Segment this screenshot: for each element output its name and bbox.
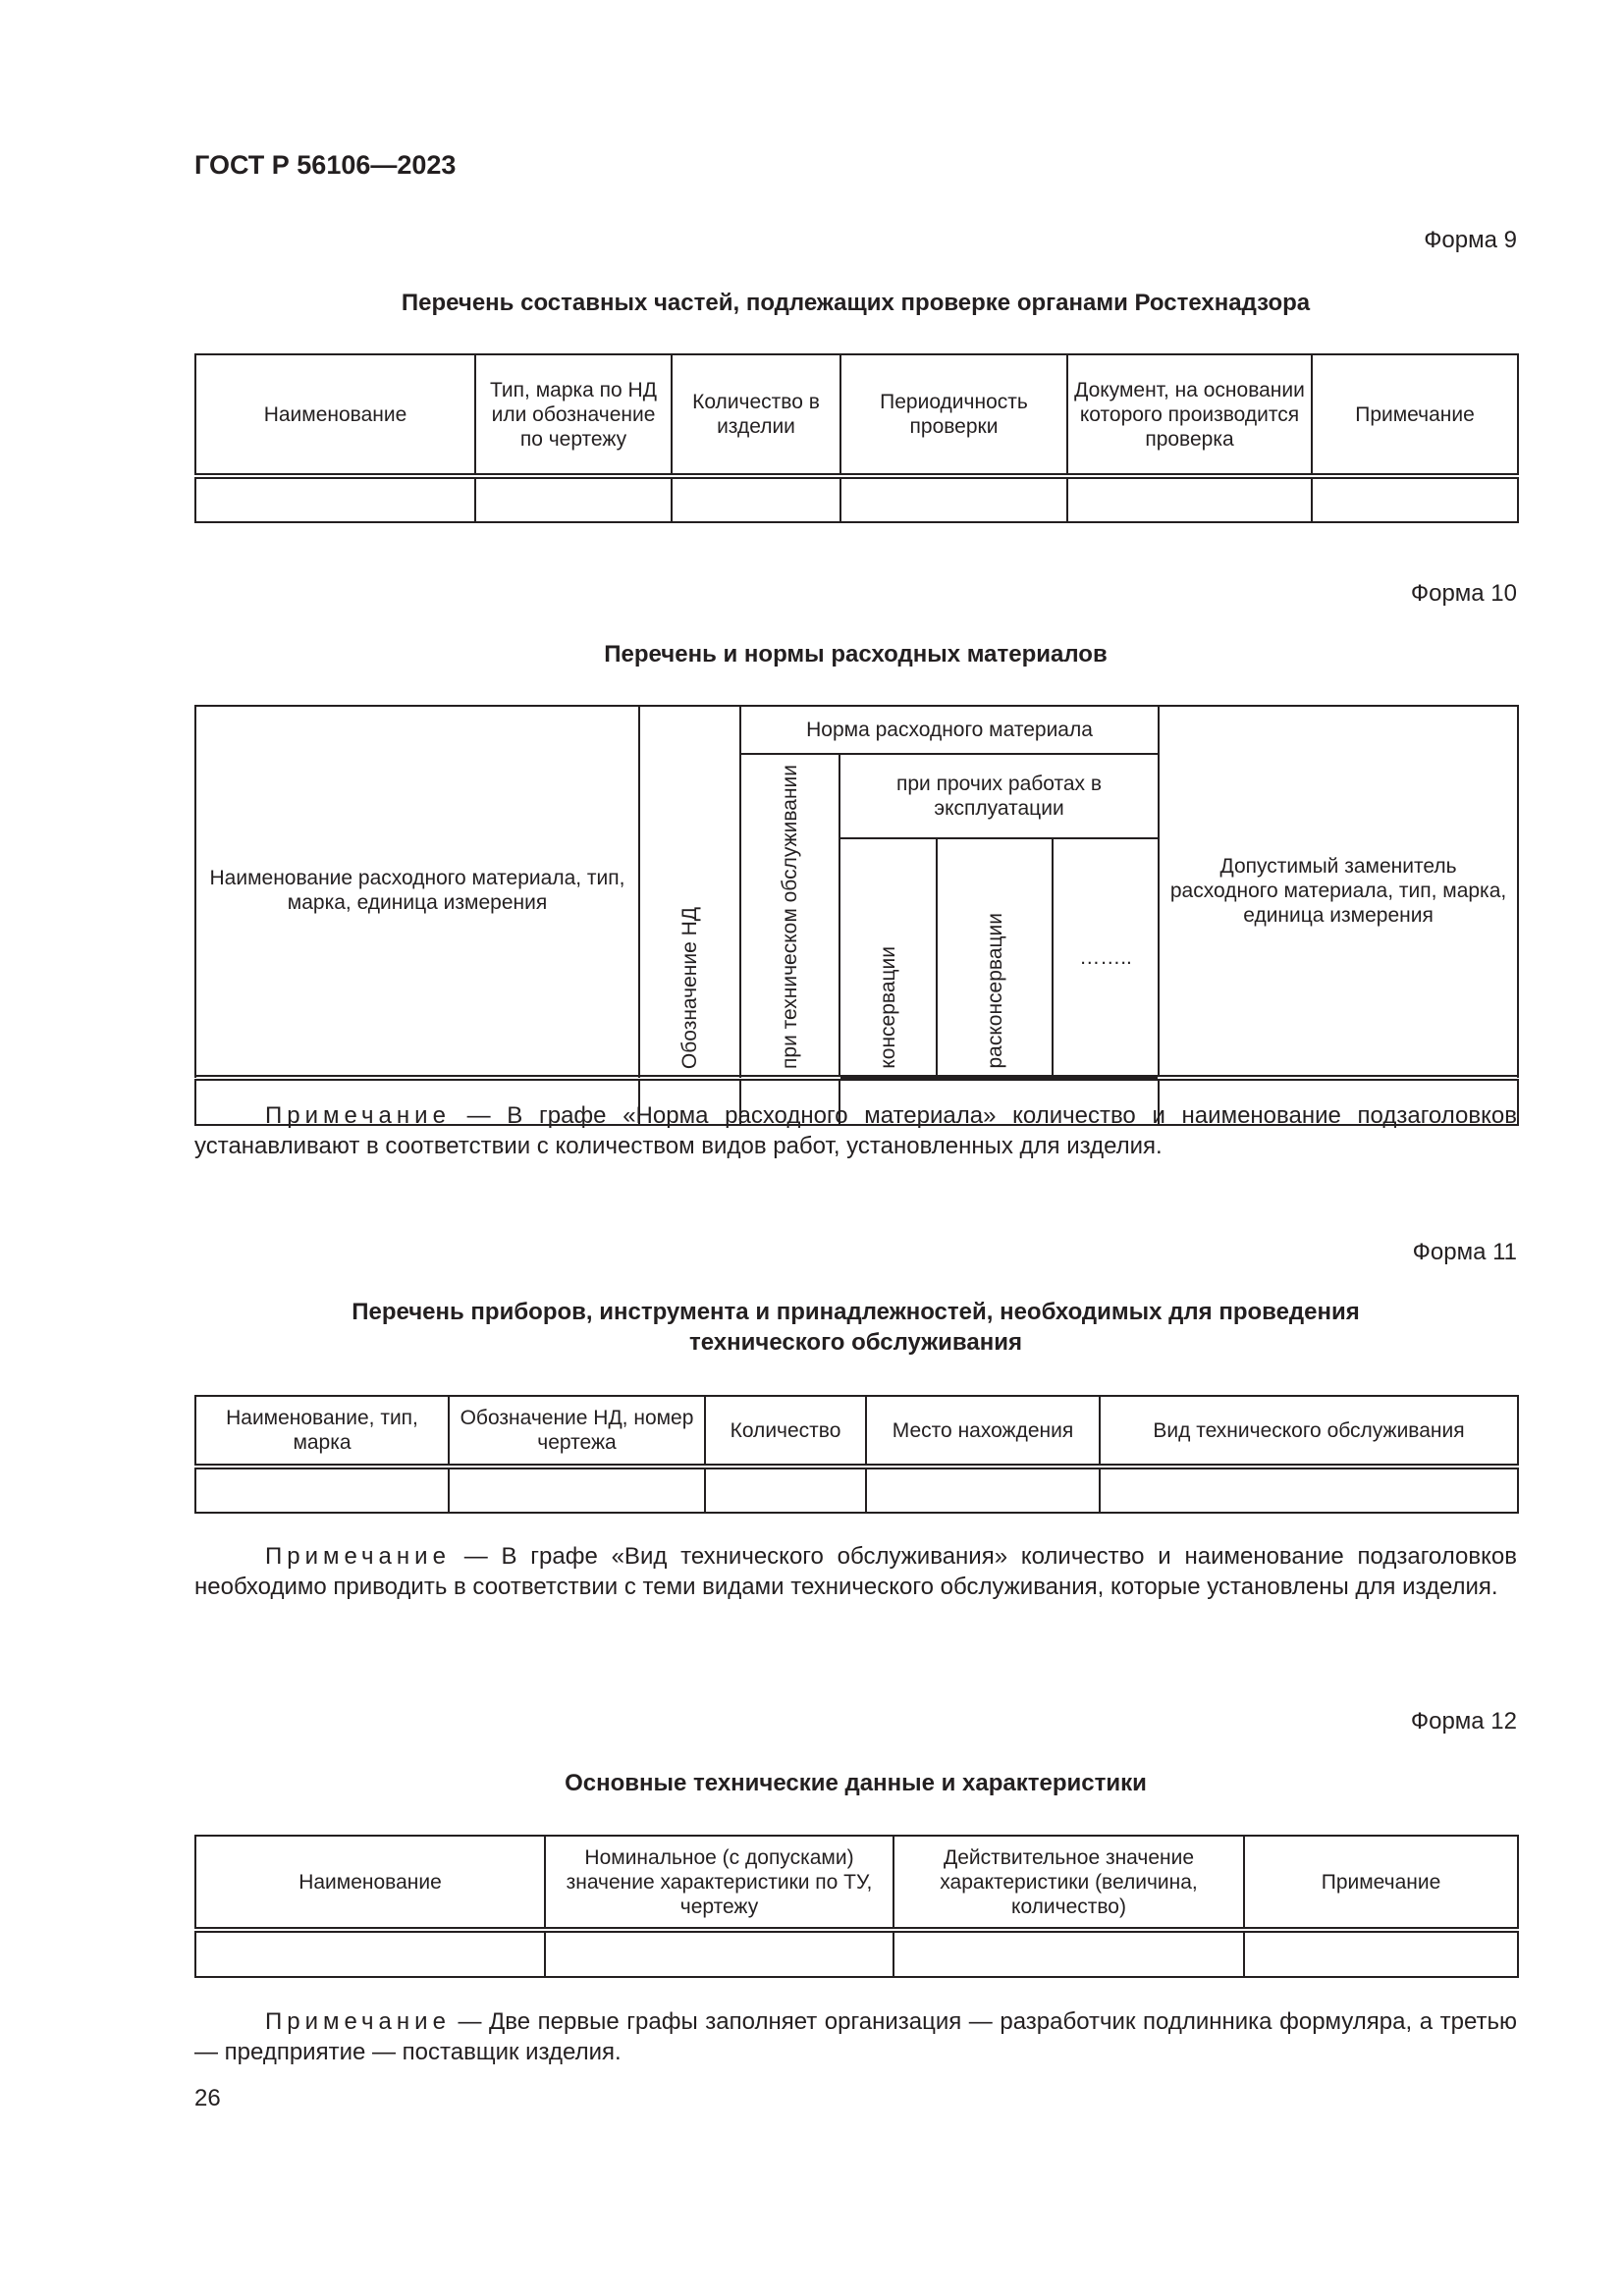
form11-label: Форма 11 xyxy=(1412,1239,1517,1265)
form9-col-period: Периодичность проверки xyxy=(840,354,1067,476)
form10-col-to: при техническом обслуживании xyxy=(779,765,801,1069)
form11-title: Перечень приборов, инструмента и принадлежностей, необходимых для проведения технического обслуживания xyxy=(352,1299,1360,1356)
form9-col-name: Наименование xyxy=(195,354,475,476)
form10-col-norm: Норма расходного материала xyxy=(740,706,1159,754)
form9-label: Форма 9 xyxy=(1424,227,1517,253)
form12-col-name: Наименование xyxy=(195,1836,545,1930)
form9-table xyxy=(194,353,1519,523)
form12-col-actual: Действительное значение характеристики (величина, количество) xyxy=(893,1836,1244,1930)
form10-table xyxy=(194,705,1519,1126)
note-text: — В графе «Вид технического обслуживания» количество и наименование подзаголовков необходимо приводить в соответствии с теми видами технического обслуживания, которые установлены для изделия. xyxy=(194,1543,1517,1600)
form9-col-note: Примечание xyxy=(1312,354,1518,476)
form11-col-place: Место нахождения xyxy=(866,1396,1100,1467)
table-row xyxy=(195,476,1518,522)
form11-col-qty: Количество xyxy=(705,1396,866,1467)
note-text: — Две первые графы заполняет организация — разработчик подлинника формуляра, а третью — предприятие — поставщик изделия. xyxy=(194,2008,1517,2065)
form10-col-name: Наименование расходного материала, тип, марка, единица измерения xyxy=(195,706,639,1078)
form12-table xyxy=(194,1835,1519,1978)
table-row xyxy=(195,1930,1518,1977)
form10-col-subst: Допустимый заменитель расходного материала, тип, марка, единица измерения xyxy=(1159,706,1518,1078)
note-label: Примечание xyxy=(265,2008,451,2035)
form9-col-type: Тип, марка по НД или обозначение по чертежу xyxy=(475,354,672,476)
form10-col-more: …….. xyxy=(1053,838,1159,1078)
form11-col-nd: Обозначение НД, номер чертежа xyxy=(449,1396,705,1467)
form9-title: Перечень составных частей, подлежащих проверке органами Ростехнадзора xyxy=(401,290,1311,316)
form9-col-doc: Документ, на основании которого производится проверка xyxy=(1067,354,1312,476)
form12-label: Форма 12 xyxy=(1410,1708,1517,1735)
form9-col-qty: Количество в изделии xyxy=(672,354,840,476)
form11-table xyxy=(194,1395,1519,1514)
form10-title: Перечень и нормы расходных материалов xyxy=(604,641,1108,667)
form11-col-service: Вид технического обслуживания xyxy=(1100,1396,1518,1467)
page-number: 26 xyxy=(194,2085,221,2111)
table-row xyxy=(195,1467,1518,1513)
form12-col-note: Примечание xyxy=(1244,1836,1518,1930)
form12-note xyxy=(194,2006,1517,2067)
form11-note xyxy=(194,1541,1517,1602)
form12-col-nominal: Номинальное (с допусками) значение характеристики по ТУ, чертежу xyxy=(545,1836,893,1930)
form10-col-other: при прочих работах в эксплуатации xyxy=(839,754,1159,838)
form10-note xyxy=(194,1100,1517,1161)
form10-col-nd: Обозначение НД xyxy=(678,906,701,1069)
note-label: Примечание xyxy=(265,1102,451,1129)
form10-label: Форма 10 xyxy=(1410,580,1517,607)
note-text: — В графе «Норма расходного материала» количество и наименование подзаголовков устанавливают в соответствии с количеством видов работ, установленных для изделия. xyxy=(194,1102,1517,1159)
form11-col-name: Наименование, тип, марка xyxy=(195,1396,449,1467)
form10-col-cons: консервации xyxy=(877,946,899,1069)
form12-title: Основные технические данные и характеристики xyxy=(565,1770,1147,1796)
form10-col-raskons: расконсервации xyxy=(983,913,1006,1069)
note-label: Примечание xyxy=(265,1543,451,1570)
standard-header: ГОСТ Р 56106—2023 xyxy=(194,150,457,180)
